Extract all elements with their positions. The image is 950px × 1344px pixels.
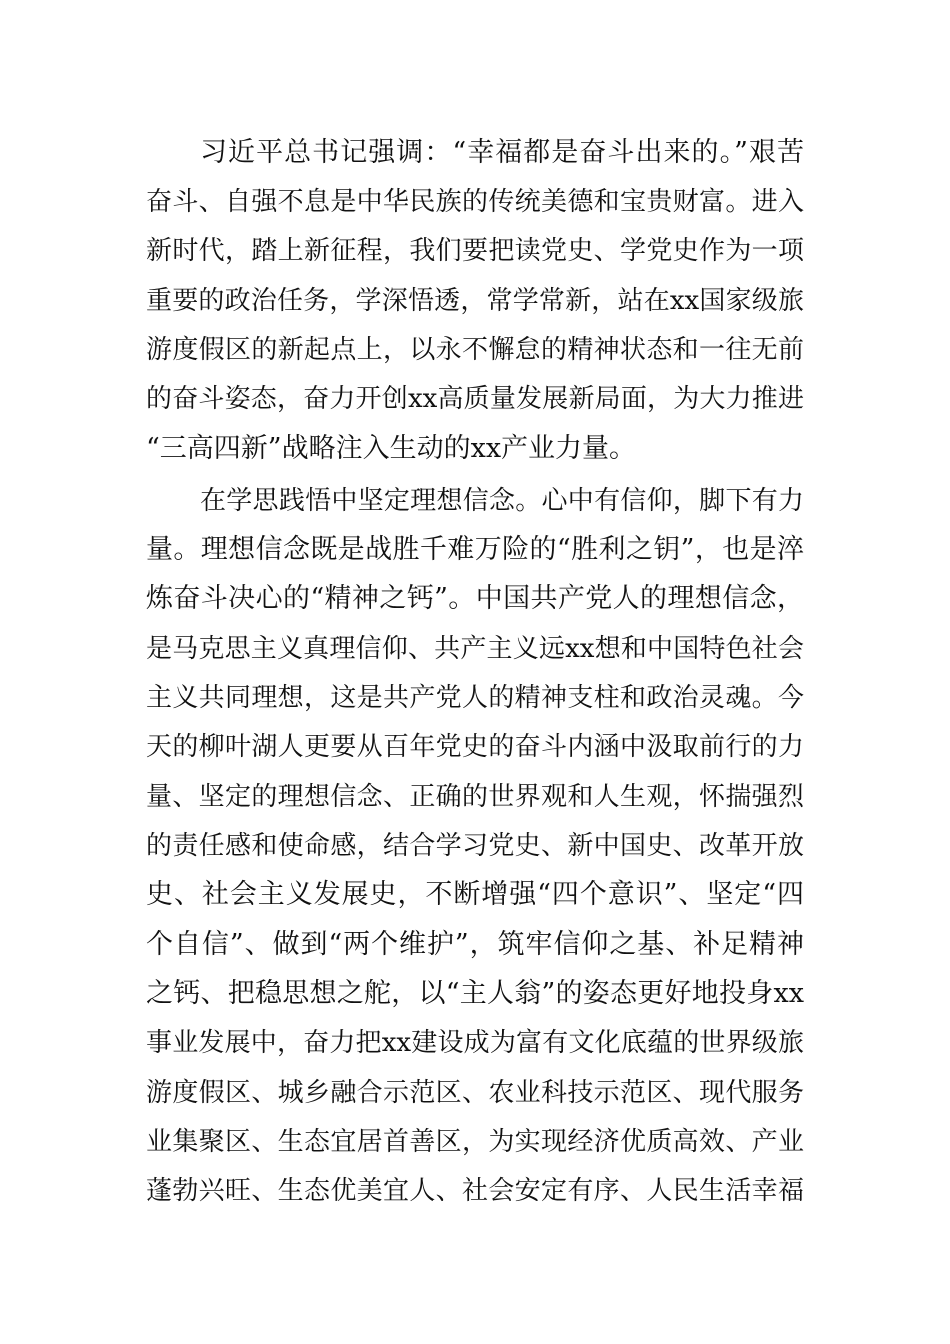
paragraph-1-line-2: 奋斗、自强不息是中华民族的传统美德和宝贵财富。进入: [146, 187, 804, 217]
paragraph-2-line-15: 蓬勃兴旺、生态优美宜人、社会安定有序、人民生活幸福: [146, 1176, 804, 1206]
paragraph-2-line-2: 量。理想信念既是战胜千难万险的“胜利之钥”，也是淬: [146, 534, 804, 565]
paragraph-1-line-1: 习近平总书记强调：“幸福都是奋斗出来的。”艰苦: [200, 137, 804, 168]
paragraph-1-line-6: 的奋斗姿态，奋力开创xx高质量发展新局面，为大力推进: [146, 384, 804, 414]
paragraph-2-line-9: 史、社会主义发展史，不断增强“四个意识”、坚定“四: [146, 879, 804, 910]
paragraph-2-line-8: 的责任感和使命感，结合学习党史、新中国史、改革开放: [146, 831, 804, 861]
paragraph-2-line-4: 是马克思主义真理信仰、共产主义远xx想和中国特色社会: [146, 634, 804, 664]
paragraph-2-line-7: 量、坚定的理想信念、正确的世界观和人生观，怀揣强烈: [146, 782, 804, 812]
paragraph-2-line-10: 个自信”、做到“两个维护”，筑牢信仰之基、补足精神: [146, 929, 804, 960]
paragraph-2-line-12: 事业发展中，奋力把xx建设成为富有文化底蕴的世界级旅: [146, 1028, 804, 1058]
paragraph-1-line-3: 新时代，踏上新征程，我们要把读党史、学党史作为一项: [146, 236, 804, 266]
paragraph-2-line-1: 在学思践悟中坚定理想信念。心中有信仰，脚下有力: [200, 486, 804, 516]
paragraph-2-line-6: 天的柳叶湖人更要从百年党史的奋斗内涵中汲取前行的力: [146, 732, 804, 762]
paragraph-2-line-11: 之钙、把稳思想之舵，以“主人翁”的姿态更好地投身xx: [146, 978, 804, 1009]
paragraph-2-line-3: 炼奋斗决心的“精神之钙”。中国共产党人的理想信念，: [146, 583, 804, 614]
paragraph-1-line-5: 游度假区的新起点上，以永不懈怠的精神状态和一往无前: [146, 335, 804, 365]
paragraph-1-line-7: “三高四新”战略注入生动的xx产业力量。: [146, 433, 637, 464]
paragraph-1-line-4: 重要的政治任务，学深悟透，常学常新，站在xx国家级旅: [146, 286, 804, 316]
paragraph-2-line-13: 游度假区、城乡融合示范区、农业科技示范区、现代服务: [146, 1078, 804, 1108]
paragraph-2-line-14: 业集聚区、生态宜居首善区，为实现经济优质高效、产业: [146, 1127, 804, 1157]
paragraph-2-line-5: 主义共同理想，这是共产党人的精神支柱和政治灵魂。今: [146, 683, 804, 713]
